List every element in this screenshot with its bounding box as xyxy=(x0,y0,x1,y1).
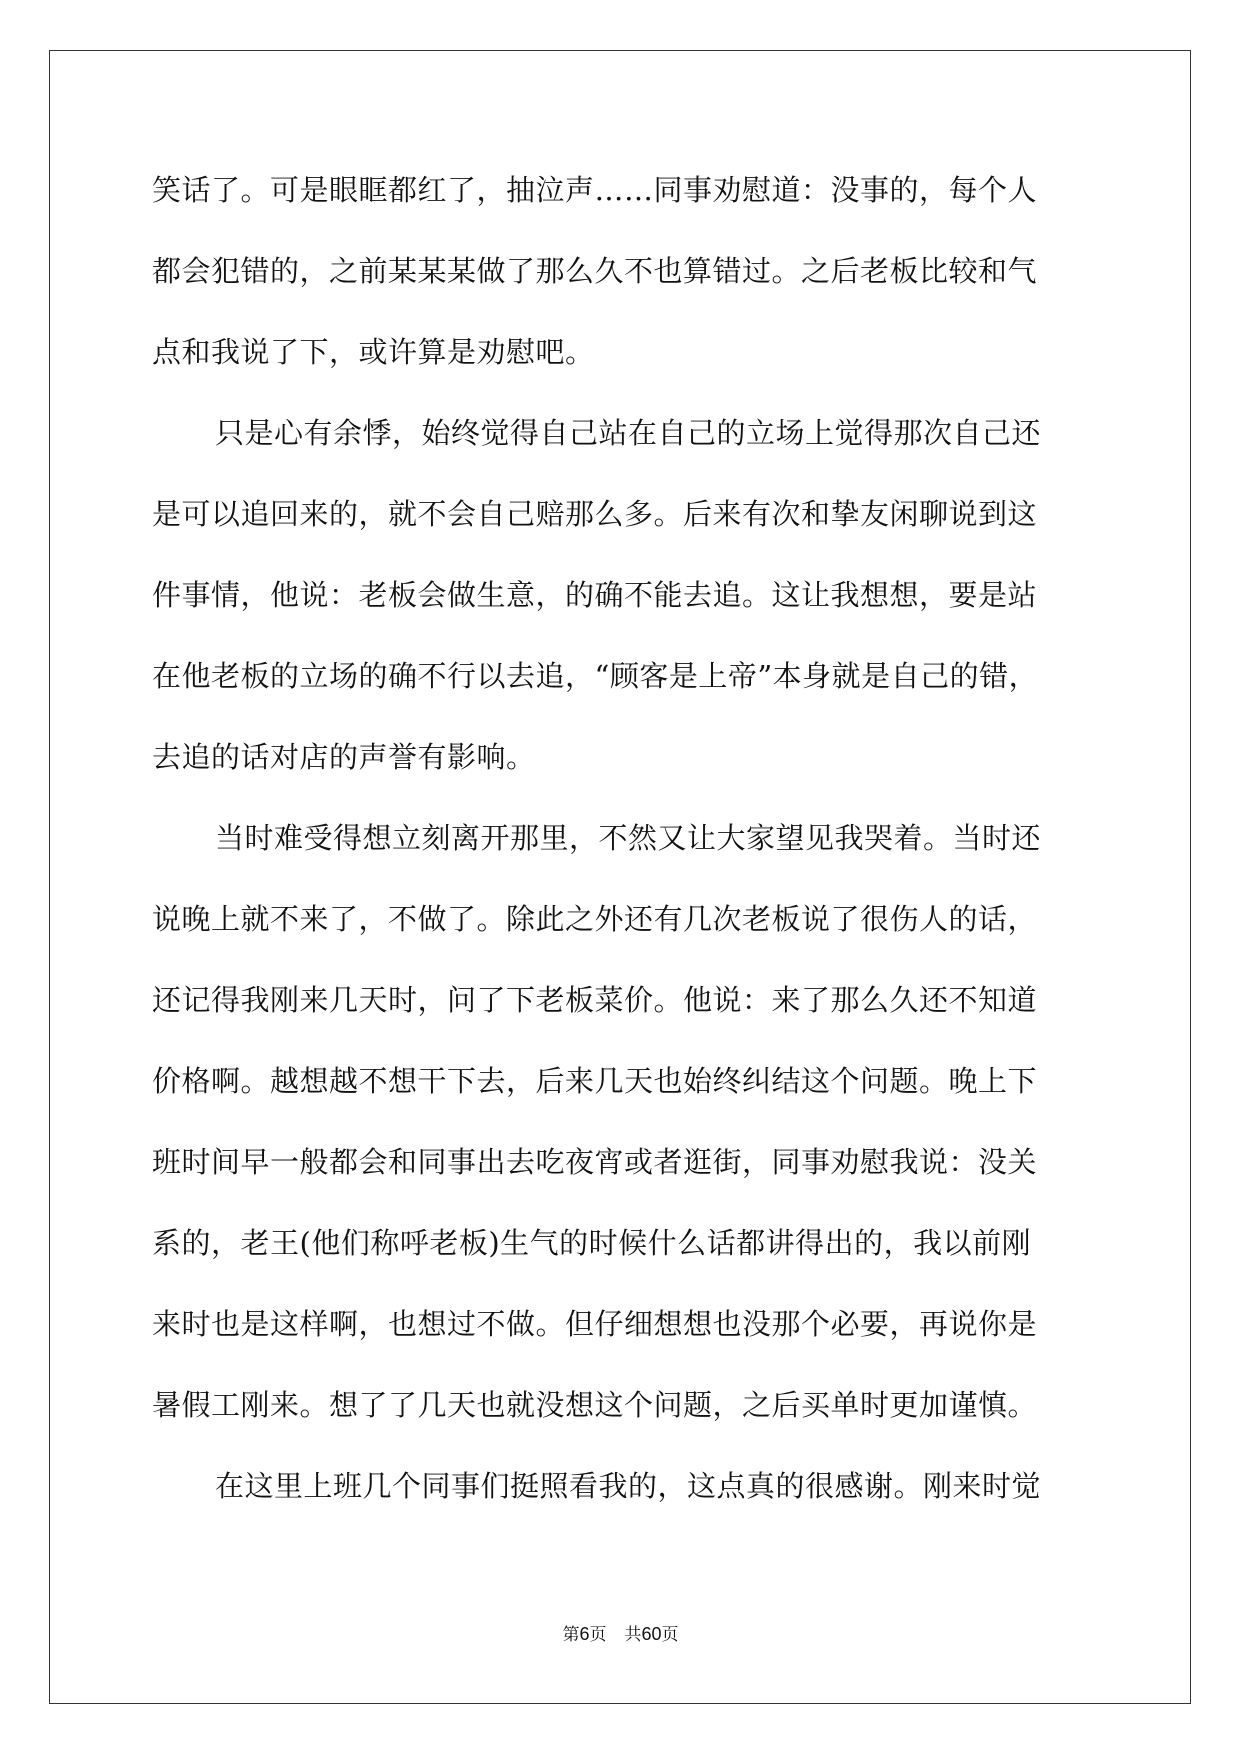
page-number: 6 xyxy=(579,1624,590,1644)
page-label-prefix: 第 xyxy=(562,1625,580,1645)
text-line: 暑假工刚来。想了了几天也就没想这个问题，之后买单时更加谨慎。 xyxy=(152,1388,1038,1422)
text-line: 件事情，他说：老板会做生意，的确不能去追。这让我想想，要是站 xyxy=(152,578,1038,612)
text-line: 价格啊。越想越不想干下去，后来几天也始终纠结这个问题。晚上下 xyxy=(152,1064,1038,1098)
text-line: 班时间早一般都会和同事出去吃夜宵或者逛街，同事劝慰我说：没关 xyxy=(152,1145,1038,1179)
text-line: 去追的话对店的声誉有影响。 xyxy=(152,740,536,774)
page-label-suffix: 页 xyxy=(589,1625,607,1645)
paragraph-start-line: 当时难受得想立刻离开那里，不然又让大家望见我哭着。当时还 xyxy=(215,821,1042,855)
text-line: 在他老板的立场的确不行以去追，“顾客是上帝”本身就是自己的错， xyxy=(152,659,1039,693)
total-pages: 60 xyxy=(641,1624,662,1644)
paragraph-start-line: 在这里上班几个同事们挺照看我的，这点真的很感谢。刚来时觉 xyxy=(215,1469,1042,1503)
total-label-suffix: 页 xyxy=(661,1625,679,1645)
text-line: 系的，老王(他们称呼老板)生气的时候什么话都讲得出的，我以前刚 xyxy=(152,1226,1032,1260)
text-line: 点和我说了下，或许算是劝慰吧。 xyxy=(152,335,595,369)
document-body xyxy=(152,163,1087,1540)
text-line: 还记得我刚来几天时，问了下老板菜价。他说：来了那么久还不知道 xyxy=(152,983,1038,1017)
text-line: 说晚上就不来了，不做了。除此之外还有几次老板说了很伤人的话， xyxy=(152,902,1038,936)
text-line: 来时也是这样啊，也想过不做。但仔细想想也没那个必要，再说你是 xyxy=(152,1307,1038,1341)
paragraph-start-line: 只是心有余悸，始终觉得自己站在自己的立场上觉得那次自己还 xyxy=(215,416,1042,450)
page-footer xyxy=(0,1622,1241,1647)
text-line: 都会犯错的，之前某某某做了那么久不也算错过。之后老板比较和气 xyxy=(152,254,1038,288)
total-label-prefix: 共 xyxy=(624,1625,642,1645)
text-line: 笑话了。可是眼眶都红了，抽泣声……同事劝慰道：没事的，每个人 xyxy=(152,173,1038,207)
text-line: 是可以追回来的，就不会自己赔那么多。后来有次和挚友闲聊说到这 xyxy=(152,497,1038,531)
